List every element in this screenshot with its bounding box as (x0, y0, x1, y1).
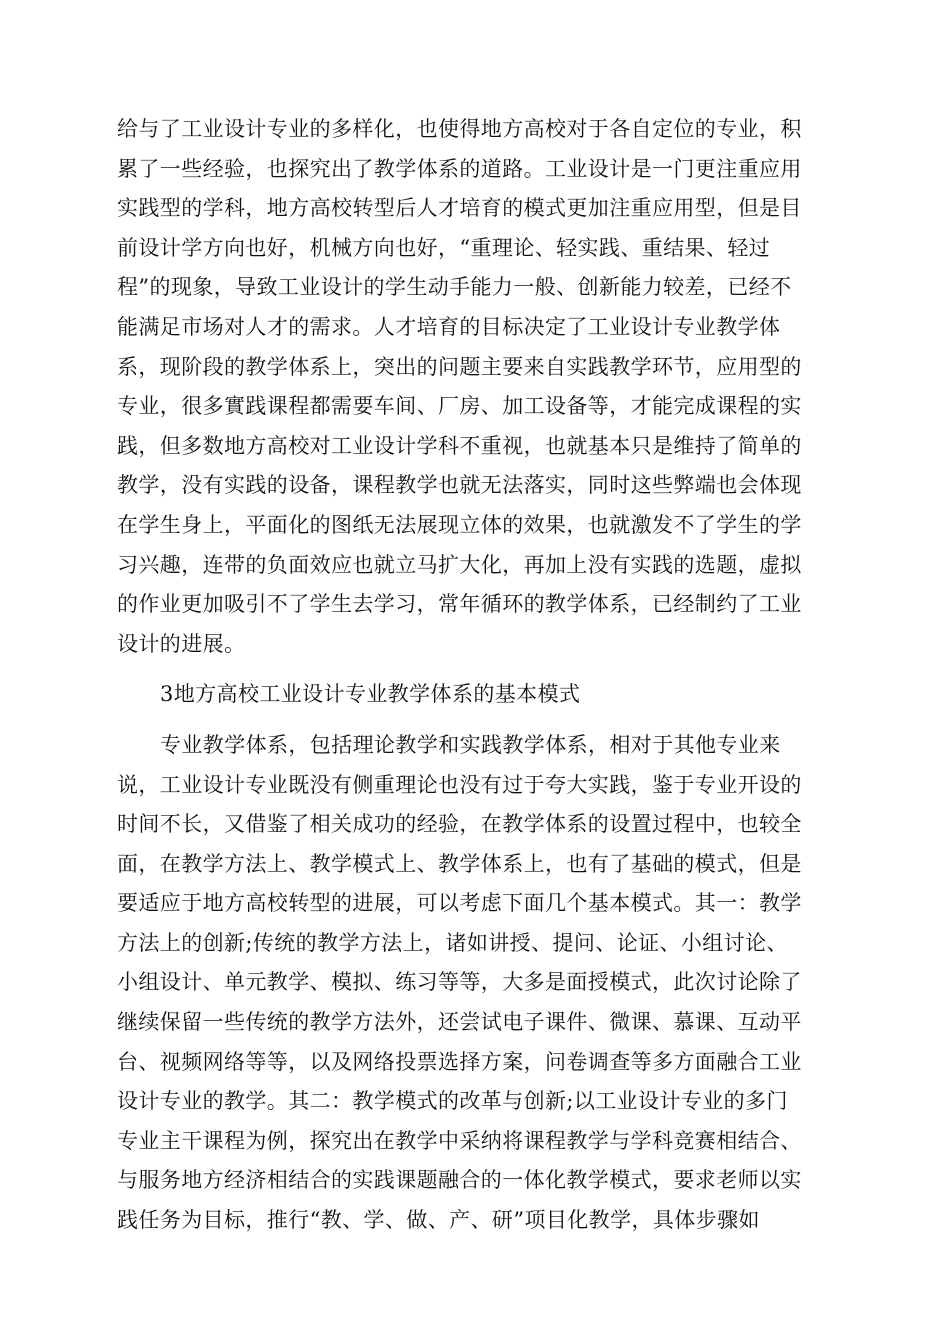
text-line: 践，但多数地方高校对工业设计学科不重视，也就基本只是维持了简单的 (117, 433, 802, 458)
text-line: 能满足市场对人才的需求。人才培育的目标决定了工业设计专业教学体 (117, 314, 781, 339)
text-line: 践任务为目标，推行“教、学、做、产、研”项目化教学，具体步骤如 (117, 1208, 760, 1233)
text-line: 方法上的创新;传统的教学方法上，诸如讲授、提问、论证、小组讨论、 (117, 930, 788, 955)
paragraph-gap (117, 664, 817, 675)
text-line: 与服务地方经济相结合的实践课题融合的一体化教学模式，要求老师以实 (117, 1168, 802, 1193)
text-line: 实践型的学科，地方高校转型后人才培育的模式更加注重应用型，但是目 (117, 196, 802, 221)
text-line: 继续保留一些传统的教学方法外，还尝试电子课件、微课、慕课、互动平 (117, 1010, 802, 1035)
text-line: 给与了工业设计专业的多样化，也使得地方高校对于各自定位的专业，积 (117, 117, 802, 141)
text-line: 小组设计、单元教学、模拟、练习等等，大多是面授模式，此次讨论除了 (117, 970, 802, 995)
paragraph-gap (117, 715, 817, 726)
text-line: 的作业更加吸引不了学生去学习，常年循环的教学体系，已经制约了工业 (117, 592, 802, 617)
text-line: 在学生身上，平面化的图纸无法展现立体的效果，也就激发不了学生的学 (117, 512, 802, 537)
text-line: 专业，很多實践课程都需要车间、厂房、加工设备等，才能完成课程的实 (117, 394, 802, 419)
text-line: 教学，没有实践的设备，课程教学也就无法落实，同时这些弊端也会体现 (117, 473, 802, 498)
text-line: 设计的进展。 (117, 631, 246, 656)
paragraph-2 (117, 726, 817, 1241)
text-line: 要适应于地方高校转型的进展，可以考虑下面几个基本模式。其一：教学 (117, 891, 802, 916)
text-line: 面，在教学方法上、教学模式上、教学体系上，也有了基础的模式，但是 (117, 851, 802, 876)
text-line: 系，现阶段的教学体系上，突出的问题主要来自实践教学环节，应用型的 (117, 354, 802, 379)
text-line: 设计专业的教学。其二：教学模式的改革与创新;以工业设计专业的多门 (117, 1089, 788, 1114)
text-line: 习兴趣，连带的负面效应也就立马扩大化，再加上没有实践的选题，虚拟 (117, 552, 802, 577)
text-line: 台、视频网络等等，以及网络投票选择方案，问卷调查等多方面融合工业 (117, 1049, 802, 1074)
text-line: 程”的现象，导致工业设计的学生动手能力一般、创新能力较差，已经不 (117, 275, 792, 300)
text-line: 说，工业设计专业既没有侧重理论也没有过于夸大实践，鉴于专业开设的 (117, 772, 802, 797)
text-line: 专业教学体系，包括理论教学和实践教学体系，相对于其他专业来 (160, 732, 781, 757)
text-line: 累了一些经验，也探究出了教学体系的道路。工业设计是一门更注重应用 (117, 156, 802, 181)
text-line: 时间不长，又借鉴了相关成功的经验，在教学体系的设置过程中，也较全 (117, 812, 802, 837)
text-line: 前设计学方向也好，机械方向也好，“重理论、轻实践、重结果、轻过 (117, 235, 771, 260)
section-heading: 3地方高校工业设计专业教学体系的基本模式 (160, 682, 581, 707)
paragraph-1 (117, 110, 817, 664)
text-line: 专业主干课程为例，探究出在教学中采纳将课程教学与学科竞赛相结合、 (117, 1128, 802, 1153)
document-body (117, 110, 817, 1241)
